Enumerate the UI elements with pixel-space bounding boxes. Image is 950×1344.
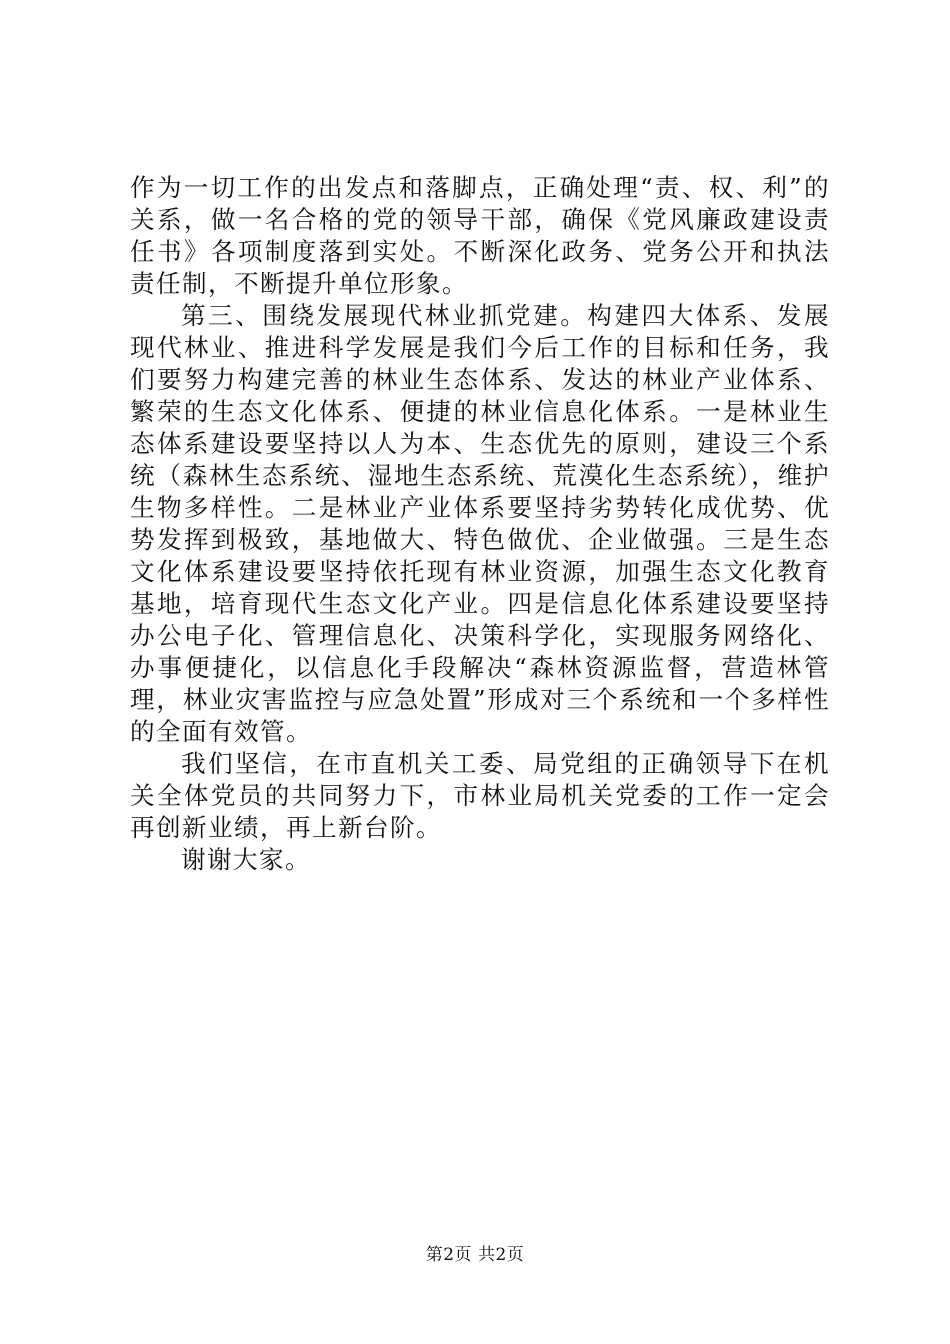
paragraph-continuation: 作为一切工作的出发点和落脚点，正确处理“责、权、利”的关系，做一名合格的党的领导干部，确保《党风廉政建设责任书》各项制度落到实处。不断深化政务、党务公开和执法责任制，不断提升单位形象。: [130, 173, 830, 298]
paragraph-third-point: 第三、围绕发展现代林业抓党建。构建四大体系、发展现代林业、推进科学发展是我们今后工作的目标和任务，我们要努力构建完善的林业生态体系、发达的林业产业体系、繁荣的生态文化体系、便捷的林业信息化体系。一是林业生态体系建设要坚持以人为本、生态优先的原则，建设三个系统（森林生态系统、湿地生态系统、荒漠化生态系统），维护生物多样性。二是林业产业体系要坚持劣势转化成优势、优势发挥到极致，基地做大、特色做优、企业做强。三是生态文化体系建设要坚持依托现有林业资源，加强生态文化教育基地，培育现代生态文化产业。四是信息化体系建设要坚持办公电子化、管理信息化、决策科学化，实现服务网络化、办事便捷化，以信息化手段解决“森林资源监督，营造林管理，林业灾害监控与应急处置”形成对三个系统和一个多样性的全面有效管。: [130, 301, 830, 746]
paragraph-thanks: 谢谢大家。: [181, 845, 311, 874]
document-body: [130, 172, 830, 876]
page-number-footer: 第2页 共2页: [425, 1245, 525, 1265]
paragraph-confidence: 我们坚信，在市直机关工委、局党组的正确领导下在机关全体党员的共同努力下，市林业局机关党委的工作一定会再创新业绩，再上新台阶。: [130, 749, 830, 842]
